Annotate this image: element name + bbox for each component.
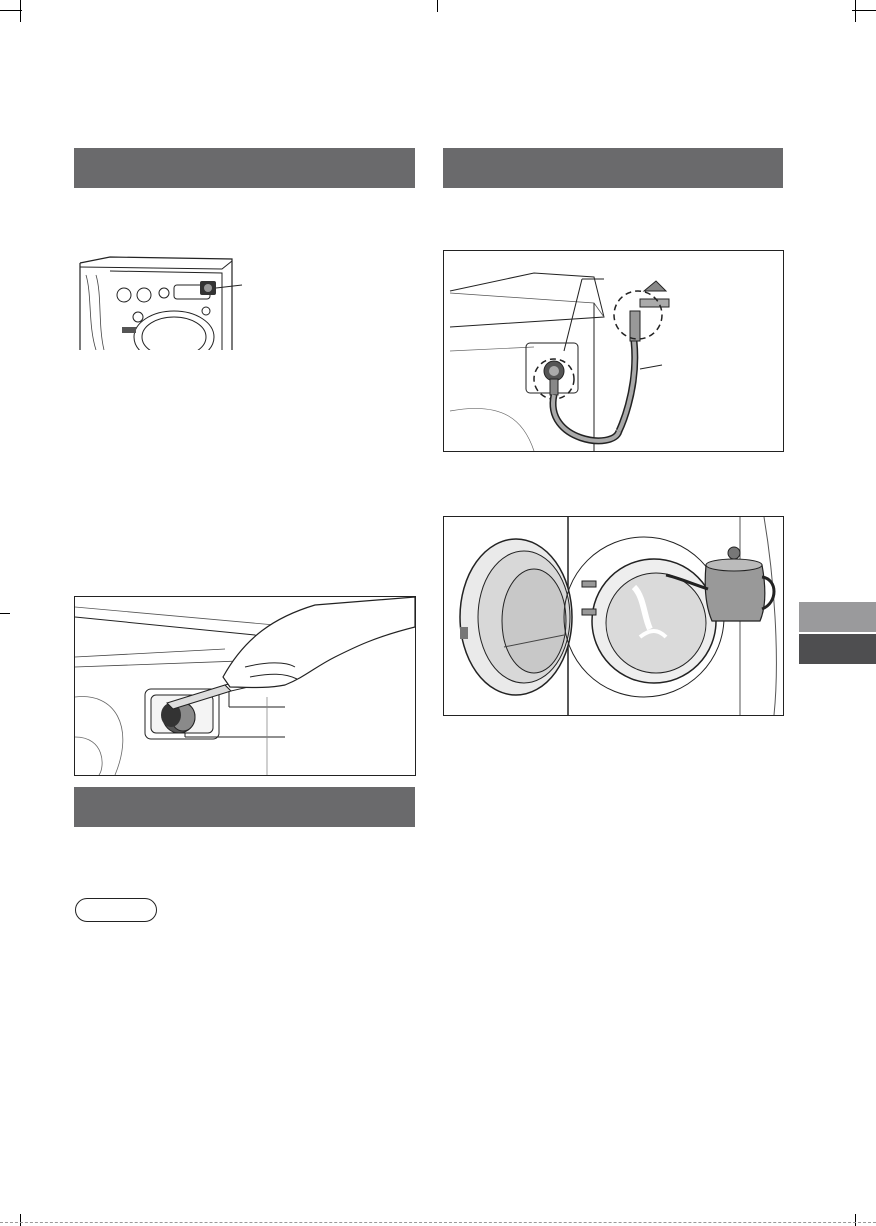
page-bottom-rule xyxy=(0,1222,876,1223)
note-pill xyxy=(75,898,157,922)
filter-brush-figure xyxy=(74,596,416,776)
side-tab-dark xyxy=(799,634,876,664)
hose-connection-figure xyxy=(443,250,784,452)
crop-mark-bottom-right xyxy=(855,1214,856,1226)
crop-mark-top-left-v xyxy=(20,0,21,22)
section-banner-right-top xyxy=(443,148,783,188)
crop-mark-bottom-left xyxy=(20,1214,21,1226)
side-tab-light xyxy=(799,602,876,632)
crop-mark-mid-left xyxy=(0,613,10,614)
crop-mark-top-right-v xyxy=(855,0,856,22)
crop-mark-top-left-h xyxy=(0,10,22,11)
pour-water-figure xyxy=(443,516,784,716)
section-banner-left-top xyxy=(74,148,415,188)
section-banner-left-bottom xyxy=(74,787,415,827)
crop-mark-top-center xyxy=(437,0,438,12)
washer-back-thumbnail xyxy=(74,255,254,350)
